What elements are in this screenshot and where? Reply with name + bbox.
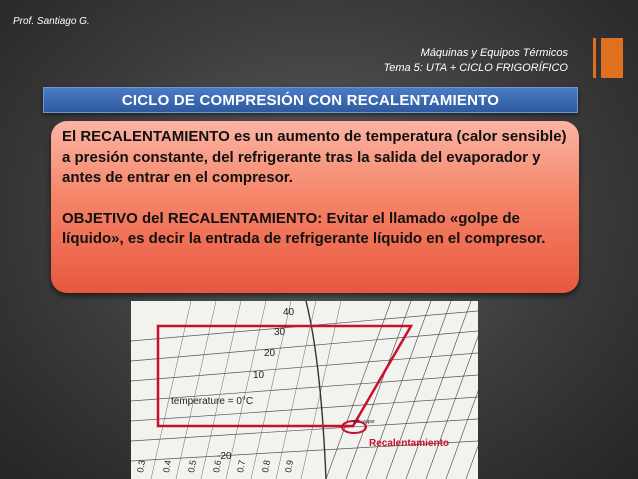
accent-bar-thick: [601, 38, 623, 78]
superheat-annotation: Recalentamiento: [369, 438, 450, 449]
quality-label-04: 0.4: [161, 459, 174, 474]
sat-vapor-label: sat. vapor: [353, 419, 375, 425]
course-line-1: Máquinas y Equipos Térmicos: [420, 47, 568, 59]
definition-paragraph: El RECALENTAMIENTO es un aumento de temperatura (calor sensible) a presión constante, del refrigerante tras la salida del evaporador y antes de entrar en el compresor.: [62, 128, 567, 186]
quality-label-03: 0.3: [135, 459, 148, 474]
ph-diagram-svg: [131, 301, 478, 479]
saturation-curve: [306, 301, 326, 479]
temp-label-10: 10: [253, 370, 265, 381]
author-label: Prof. Santiago G.: [13, 16, 90, 27]
temp-label-minus20: -20: [217, 451, 232, 462]
temp-label-20: 20: [264, 348, 276, 359]
slide-title: CICLO DE COMPRESIÓN CON RECALENTAMIENTO: [121, 91, 500, 109]
objective-paragraph: OBJETIVO del RECALENTAMIENTO: Evitar el llamado «golpe de líquido», es decir la entrada de refrigerante líquido en el compresor.: [62, 209, 546, 247]
temp-label-40: 40: [283, 307, 295, 318]
quality-label-06: 0.6: [211, 459, 224, 474]
quality-label-07: 0.7: [235, 459, 248, 474]
quality-label-05: 0.5: [186, 459, 199, 474]
temp-label-30: 30: [274, 327, 286, 338]
course-info: [384, 46, 569, 76]
quality-label-08: 0.8: [260, 459, 273, 474]
accent-bar-thin: [593, 38, 596, 78]
title-band: [43, 87, 578, 113]
course-line-2: Tema 5: UTA + CICLO FRIGORÍFICO: [383, 62, 568, 74]
quality-lines: [151, 301, 341, 479]
temperature-label: temperature = 0°C: [171, 396, 254, 407]
entropy-lines: [326, 301, 478, 479]
quality-label-09: 0.9: [283, 459, 296, 474]
ph-diagram: [131, 301, 478, 479]
definition-callout: [51, 121, 579, 293]
